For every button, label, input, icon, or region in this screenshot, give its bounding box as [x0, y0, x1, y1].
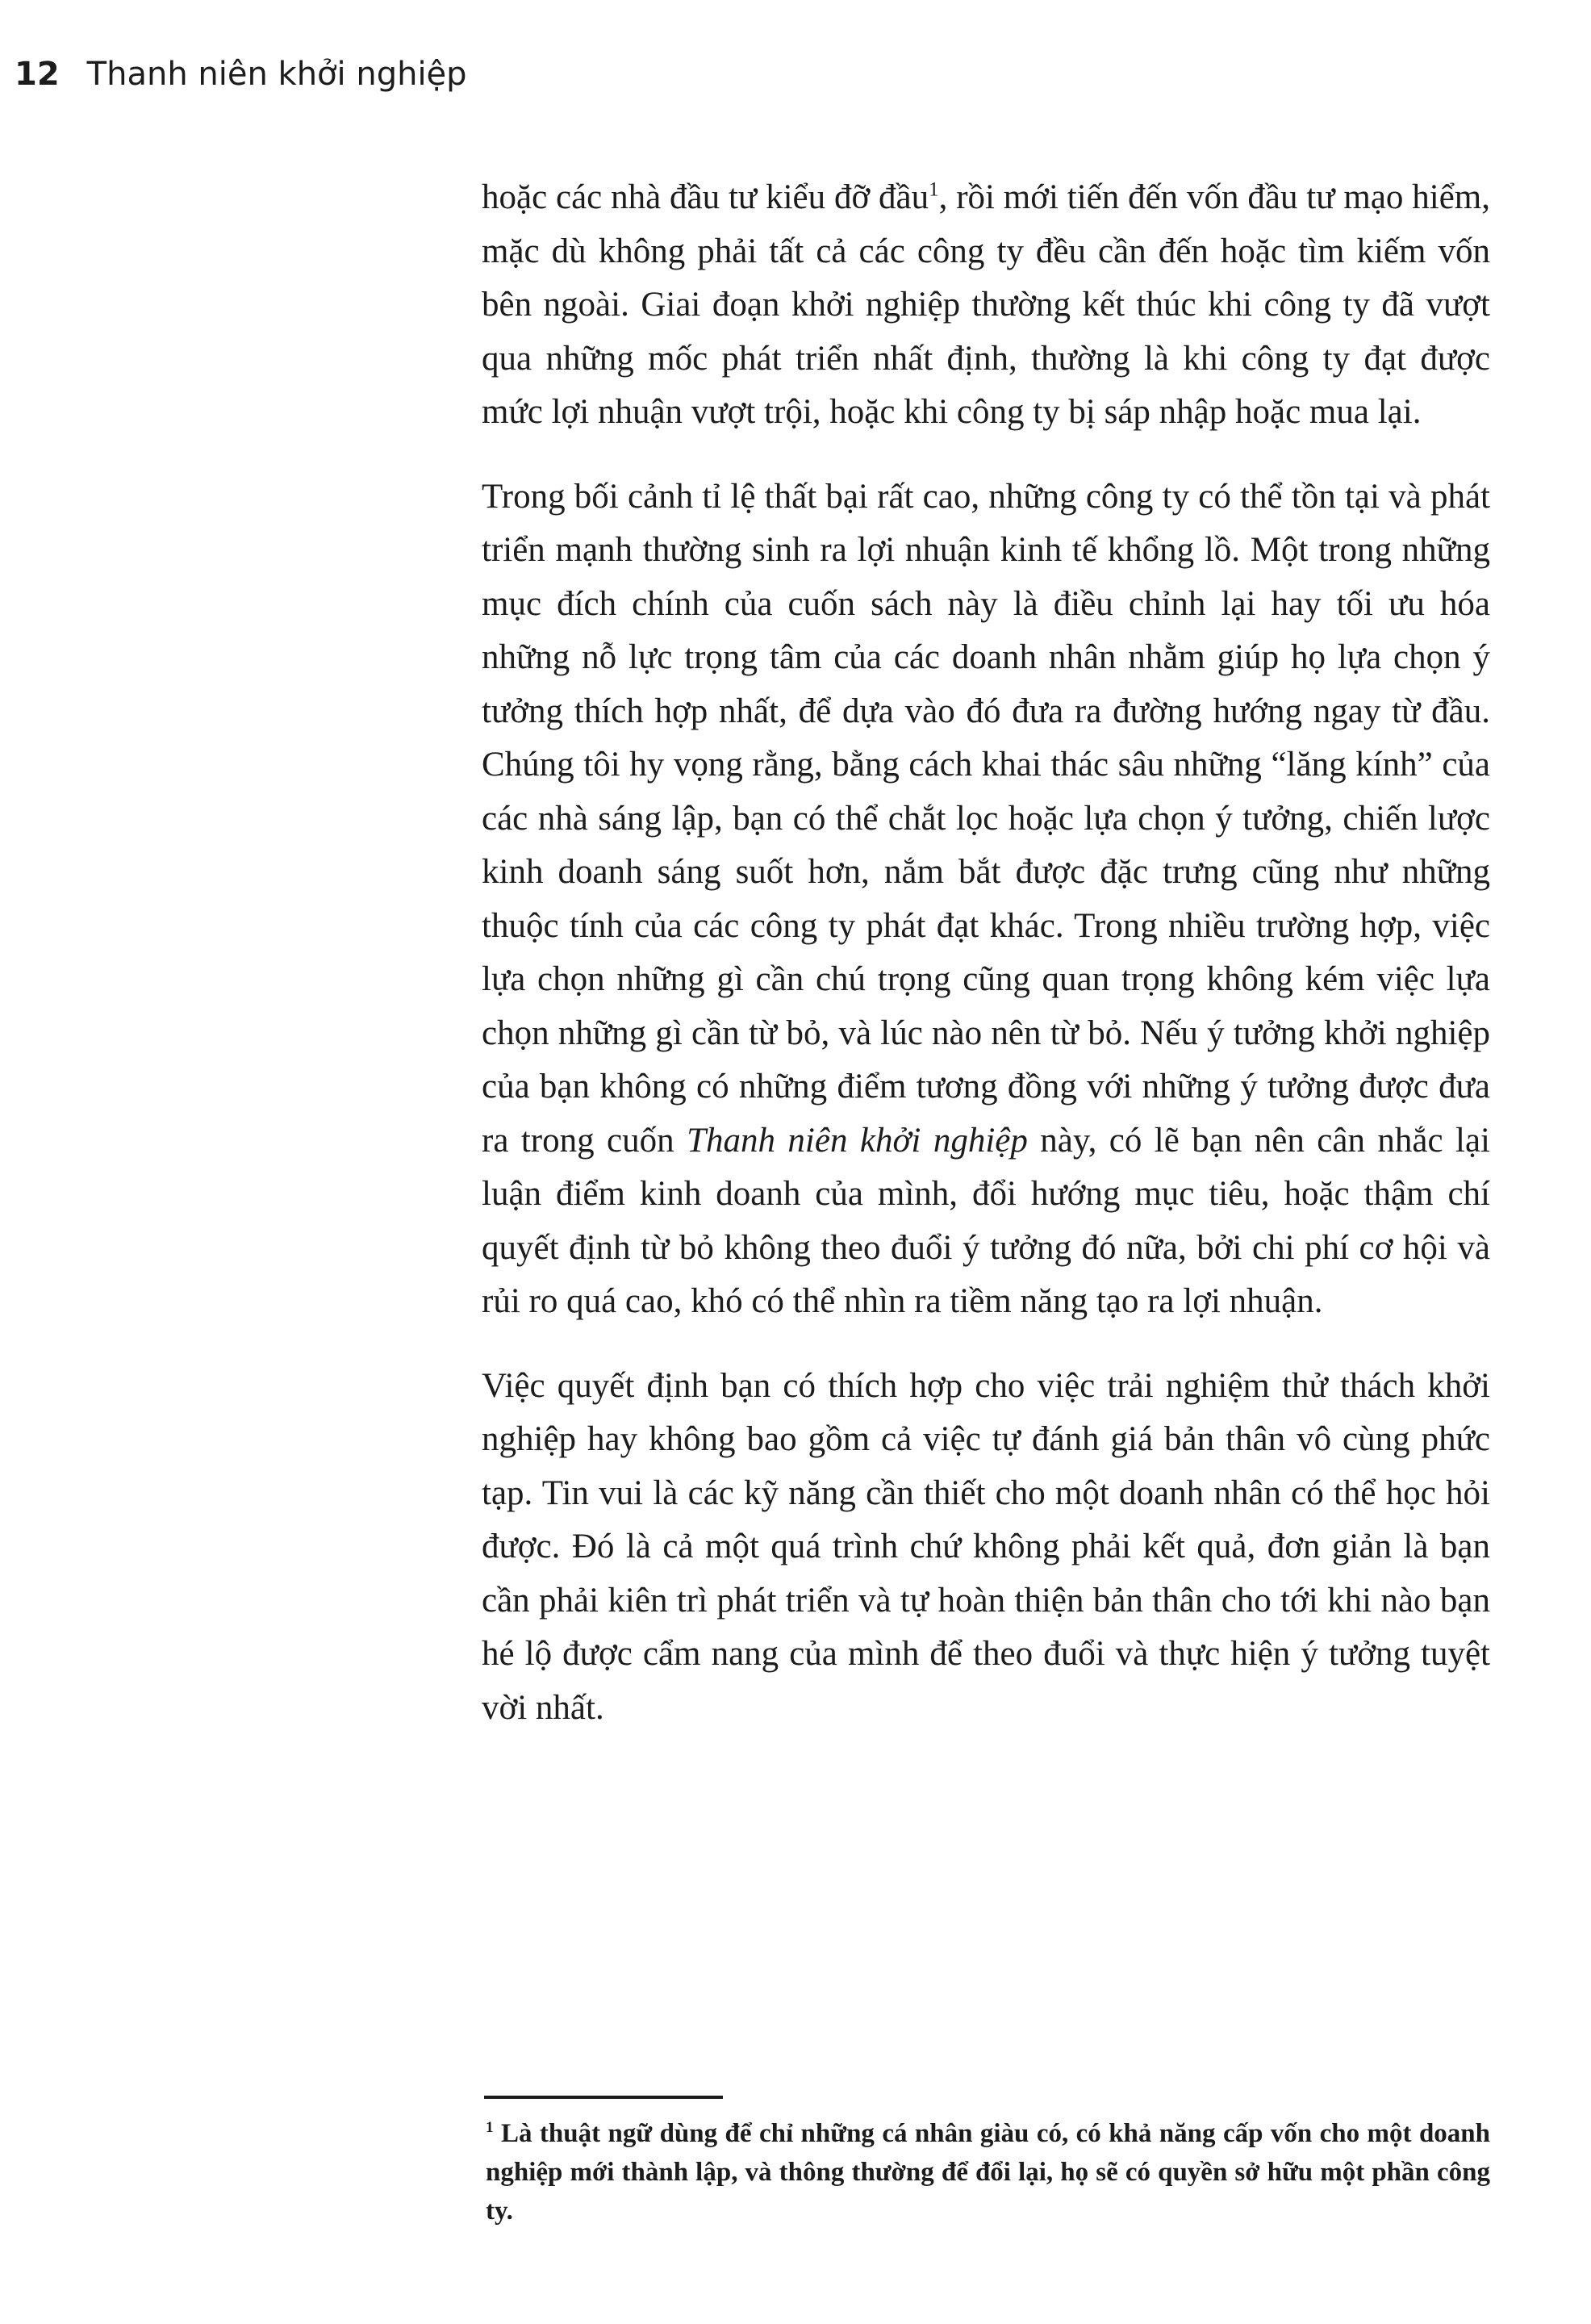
paragraph-2 — [482, 470, 1490, 1329]
page-header — [15, 55, 467, 94]
body-text — [482, 171, 1490, 1766]
footnote-text: Là thuật ngữ dùng để chỉ những cá nhân giàu có, có khả năng cấp vốn cho một doanh nghiệp mới thành lập, và thông thường để đổi lại, họ sẽ có quyền sở hữu một phần công ty. — [486, 2119, 1490, 2226]
paragraph-2-text-a: Trong bối cảnh tỉ lệ thất bại rất cao, những công ty có thể tồn tại và phát triển mạnh thường sinh ra lợi nhuận kinh tế khổng lồ. Một trong những mục đích chính của cuốn sách này là điều chỉnh lại hay tối ưu hóa những nỗ lực trọng tâm của các doanh nhân nhằm giúp họ lựa chọn ý tưởng thích hợp nhất, để dựa vào đó đưa ra đường hướng ngay từ đầu. Chúng tôi hy vọng rằng, bằng cách khai thác sâu những “lăng kính” của các nhà sáng lập, bạn có thể chắt lọc hoặc lựa chọn ý tưởng, chiến lược kinh doanh sáng suốt hơn, nắm bắt được đặc trưng cũng như những thuộc tính của các công ty phát đạt khác. Trong nhiều trường hợp, việc lựa chọn những gì cần chú trọng cũng quan trọng không kém việc lựa chọn những gì cần từ bỏ, và lúc nào nên từ bỏ. Nếu ý tưởng khởi nghiệp của bạn không có những điểm tương đồng với những ý tưởng được đưa ra trong cuốn — [482, 477, 1490, 1160]
running-title: Thanh niên khởi nghiệp — [86, 56, 467, 93]
paragraph-3: Việc quyết định bạn có thích hợp cho việc trải nghiệm thử thách khởi nghiệp hay không bao gồm cả việc tự đánh giá bản thân vô cùng phức tạp. Tin vui là các kỹ năng cần thiết cho một doanh nhân có thể học hỏi được. Đó là cả một quá trình chứ không phải kết quả, đơn giản là bạn cần phải kiên trì phát triển và tự hoàn thiện bản thân cho tới khi nào bạn hé lộ được cẩm nang của mình để theo đuổi và thực hiện ý tưởng tuyệt vời nhất. — [482, 1366, 1490, 1727]
paragraph-2-text-b: này, có lẽ bạn nên cân nhắc lại luận điểm kinh doanh của mình, đổi hướng mục tiêu, hoặc thậm chí quyết định từ bỏ không theo đuổi ý tưởng đó nữa, bởi chi phí cơ hội và rủi ro quá cao, khó có thể nhìn ra tiềm năng tạo ra lợi nhuận. — [482, 1121, 1491, 1320]
footnote-marker: 1 — [486, 2119, 494, 2136]
footnote — [486, 2114, 1490, 2230]
book-title-italic: Thanh niên khởi nghiệp — [687, 1121, 1028, 1160]
footnote-reference: 1 — [929, 178, 939, 201]
paragraph-1 — [482, 171, 1490, 440]
page-number: 12 — [15, 56, 60, 93]
paragraph-1-text-b: , rồi mới tiến đến vốn đầu tư mạo hiểm, mặc dù không phải tất cả các công ty đều cần đến hoặc tìm kiếm vốn bên ngoài. Giai đoạn khởi nghiệp thường kết thúc khi công ty đã vượt qua những mốc phát triển nhất định, thường là khi công ty đạt được mức lợi nhuận vượt trội, hoặc khi công ty bị sáp nhập hoặc mua lại. — [482, 178, 1490, 431]
footnote-divider — [484, 2096, 723, 2099]
paragraph-1-text-a: hoặc các nhà đầu tư kiểu đỡ đầu — [482, 178, 929, 216]
